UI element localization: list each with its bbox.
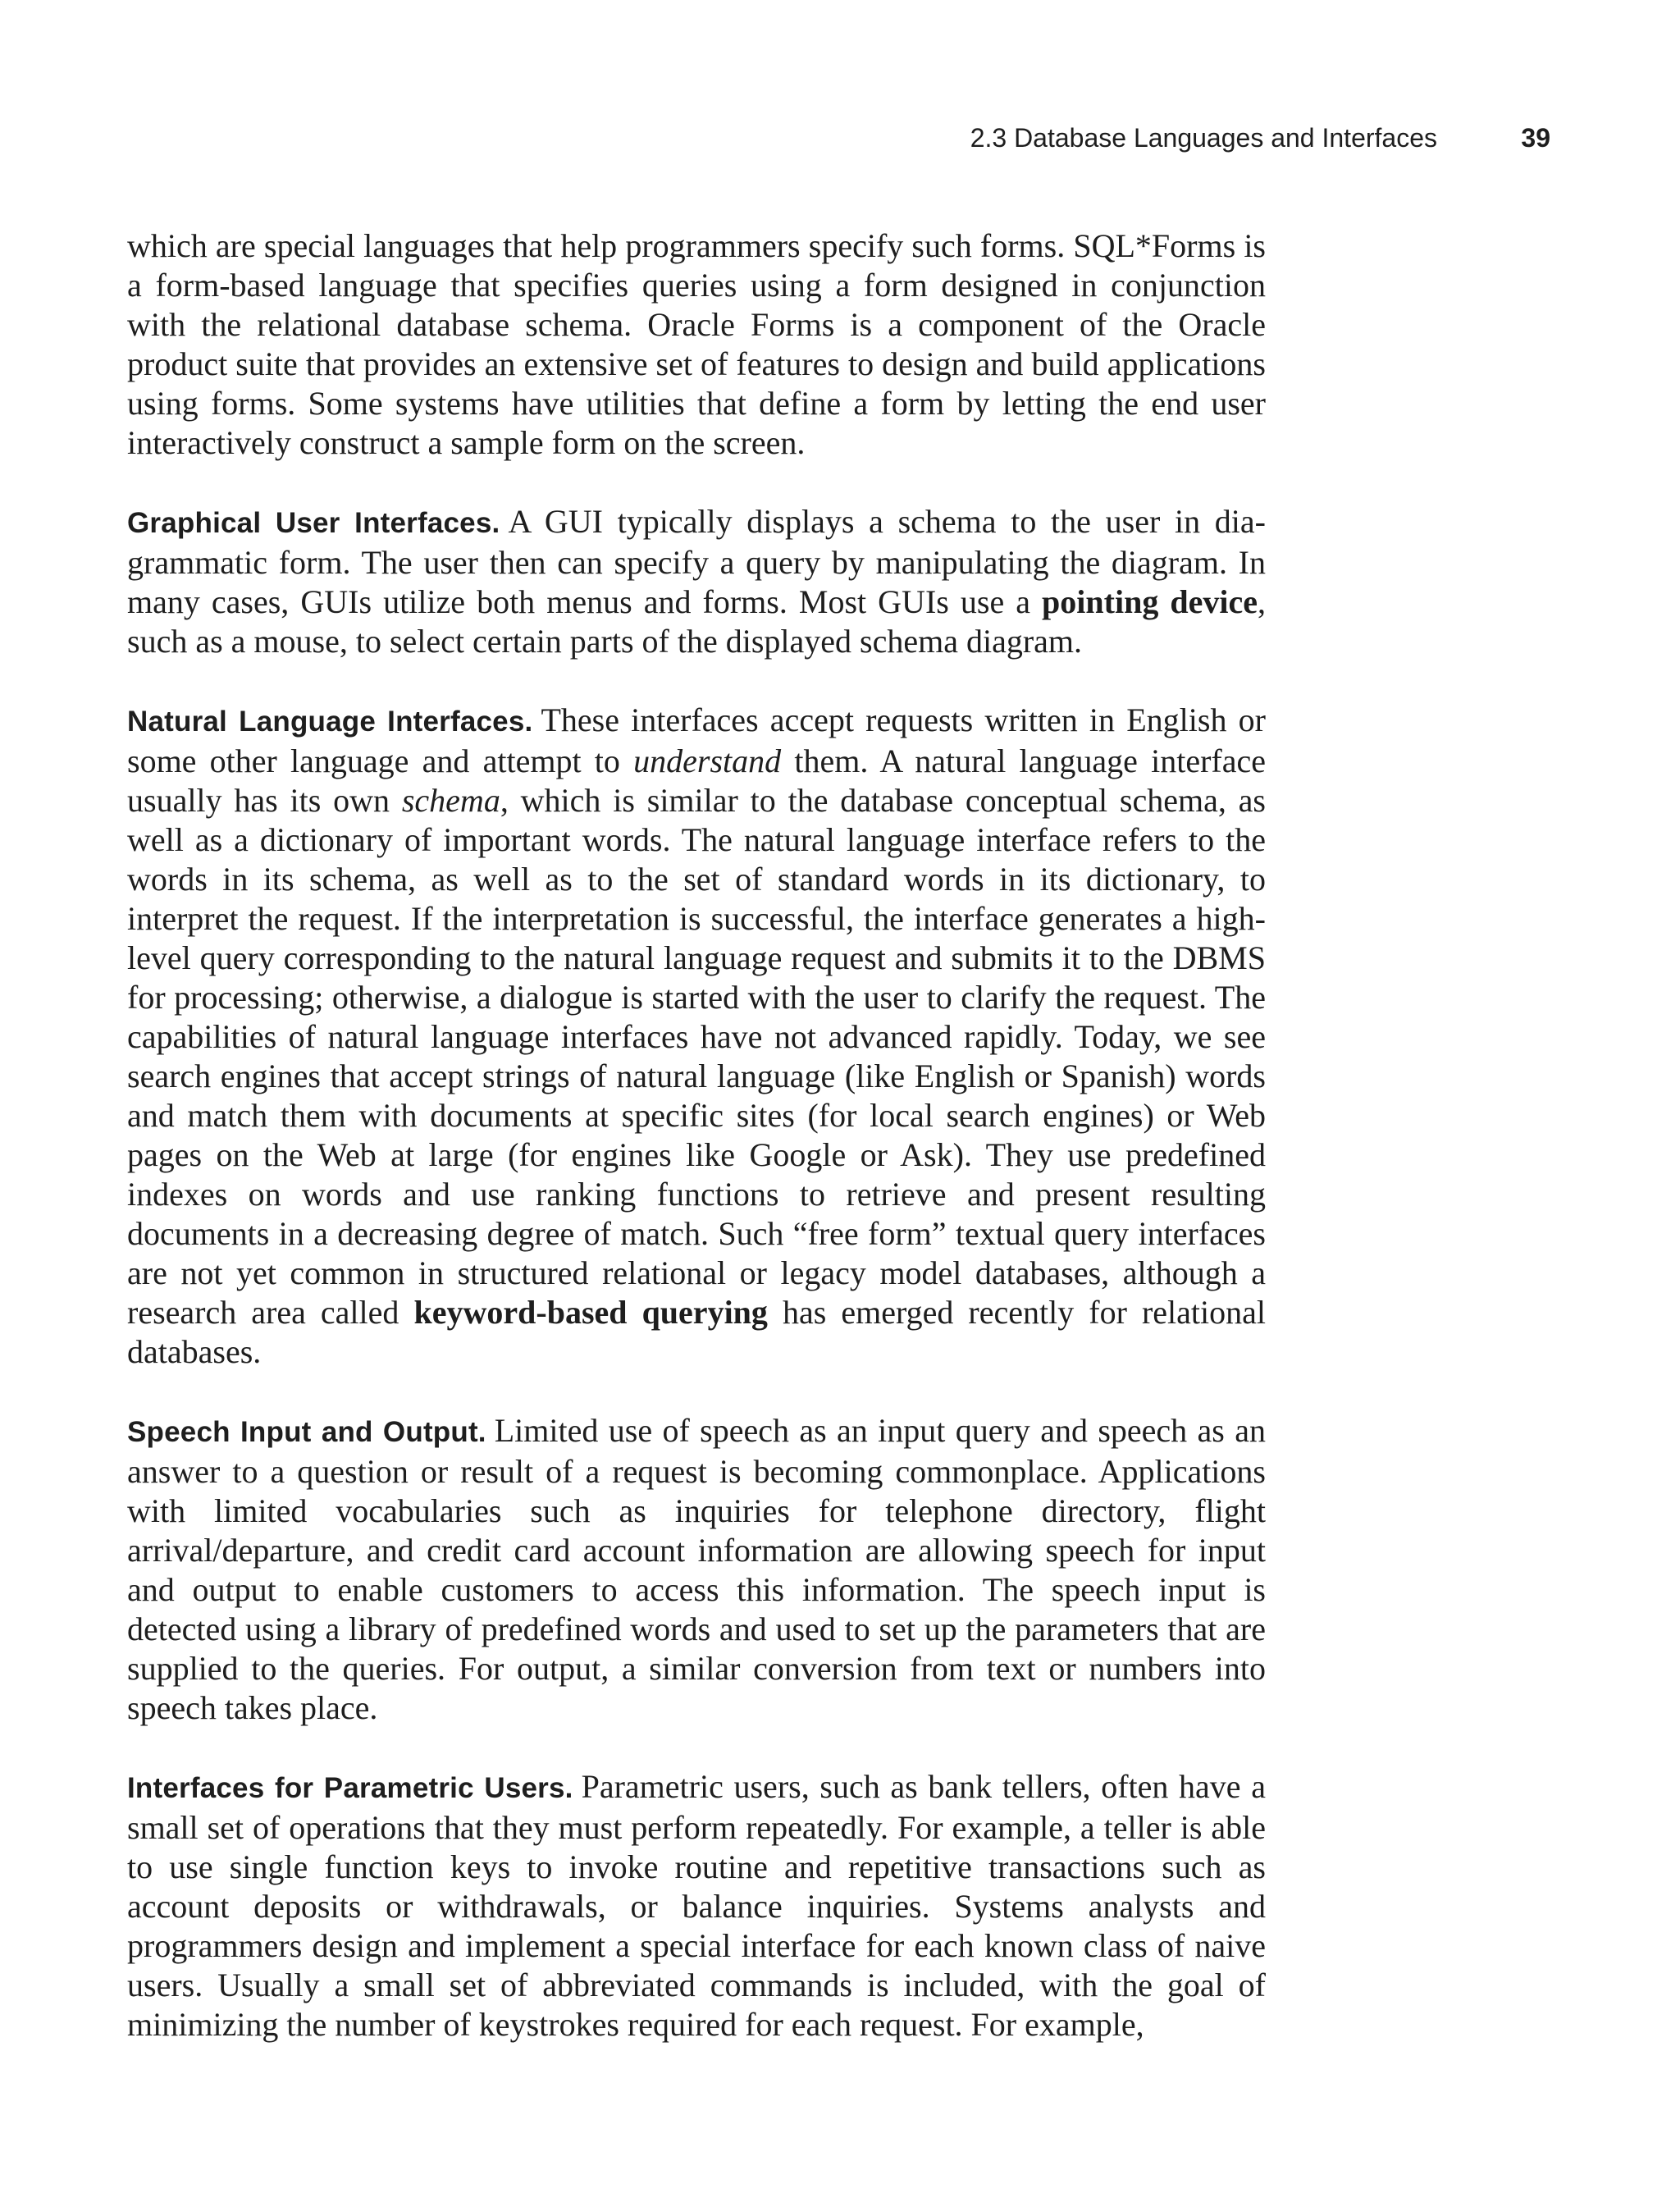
run-in-heading-gui: Graphical User Interfaces. [127,507,500,539]
emphasis-understand: understand [633,742,782,779]
key-term-pointing-device: pointing device [1042,583,1258,620]
paragraph-natural-language-interfaces [127,701,1266,1372]
key-term-keyword-based-querying: keyword-based querying [413,1294,768,1331]
paragraph-parametric-users [127,1767,1266,2044]
paragraph-text: which are special languages that help programmers specify such forms. SQL*Forms is a form-based language that specifies queries using a form designed in conjunction with the relational database schema. Oracle Forms is a component of the Oracle product suite that provides an extensive set of features to design and build applications using forms. Some systems have utilities that define a form by letting the end user interactively construct a sample form on the screen. [127,227,1266,461]
running-header [902,121,1550,154]
paragraph-text: Parametric users, such as bank tellers, often have a small set of operations that they must perform repeatedly. For example, a teller is able to use single function keys to invoke routine and repetitive transactions such as account deposits or withdrawals, or balance inquiries. Systems analysts and programmers design and implement a special interface for each known class of naive users. Usually a small set of abbreviated commands is included, with the goal of minimizing the number of keystrokes required for each request. For example, [127,1768,1266,2043]
paragraph-text: has emerged recently for relational databases. [127,1294,1267,1370]
paragraph-graphical-user-interfaces [127,502,1266,661]
paragraph-forms-continuation [127,226,1266,463]
paragraph-text: A GUI typically displays a schema to the user in diagrammatic form. The user then can specify a query by manipulating the diagram. In many cases, GUIs utilize both menus and forms. Most GUIs use a [127,503,1266,620]
paragraph-text: , which is similar to the database conceptual schema, as well as a dictionary of important words. The natural language interface refers to the words in its schema, as well as to the set of standard words in its dictionary, to interpret the request. If the interpretation is successful, the interface generates a high-level query corresponding to the natural language request and submits it to the DBMS for processing; otherwise, a dialogue is started with the user to clarify the request. The capabilities of natural language interfaces have not advanced rapidly. Today, we see search engines that accept strings of natural language (like English or Spanish) words and match them with documents at specific sites (for local search engines) or Web pages on the Web at large (for engines like Google or Ask). They use predefined indexes on words and use ranking functions to retrieve and present resulting documents in a decreasing degree of match. Such “free form” textual query interfaces are not yet common in structured relational or legacy model databases, although a research area called [127,782,1266,1331]
run-in-heading-speech: Speech Input and Output. [127,1416,486,1448]
paragraph-speech-input-output [127,1411,1266,1728]
section-title: 2.3 Database Languages and Interfaces [970,123,1437,153]
paragraph-text: Limited use of speech as an input query and speech as an answer to a question or result of a request is becoming commonplace. Applications with limited vocabularies such as inquiries for telephone directory, flight arrival/departure, and credit card account information are allowing speech for input and output to enable customers to access this information. The speech input is detected using a library of predefined words and used to set up the parameters that are supplied to the queries. For output, a similar conversion from text or numbers into speech takes place. [127,1412,1266,1726]
paragraph-text: , such as a mouse, to select certain parts of the displayed schema diagram. [127,583,1266,660]
page-number: 39 [1521,123,1550,153]
emphasis-schema: schema [401,782,500,819]
run-in-heading-nli: Natural Language Interfaces. [127,706,533,738]
run-in-heading-parametric: Interfaces for Parametric Users. [127,1772,573,1804]
page-body [127,226,1266,2044]
paragraph-text: them. A natural language interface usually has its own [127,742,1266,819]
paragraph-text: These interfaces accept requests written in English or some other language and attempt to [127,701,1267,779]
